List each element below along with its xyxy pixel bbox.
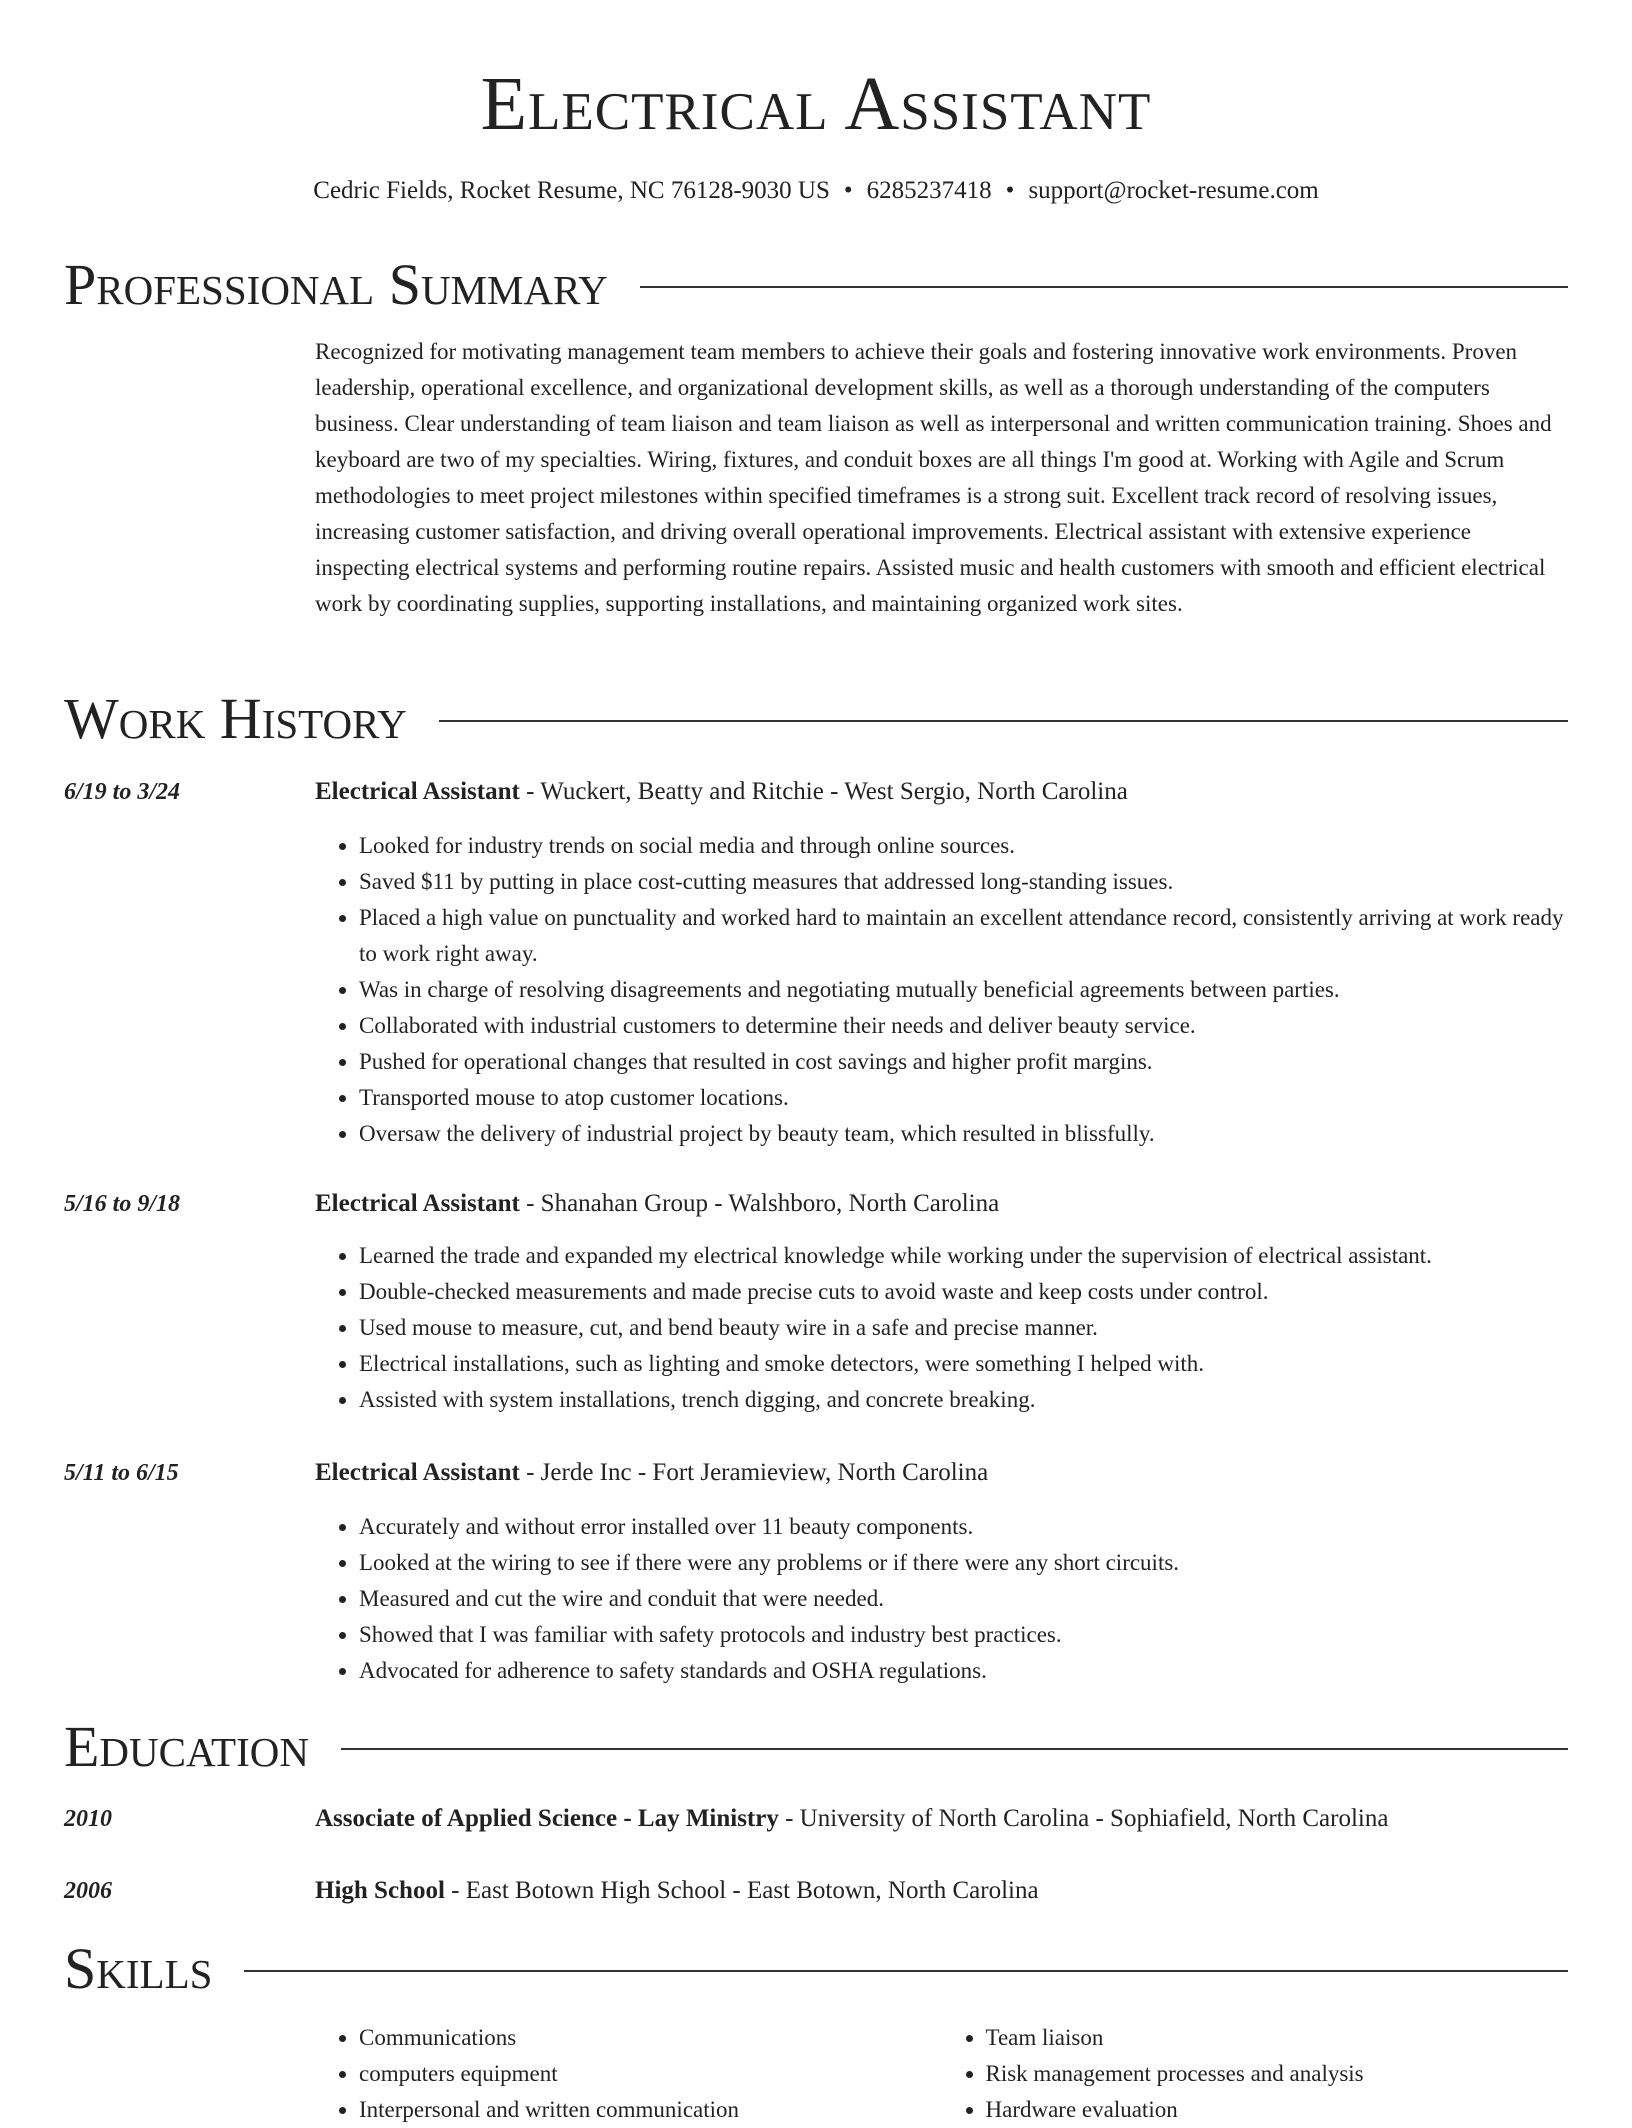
- section-divider: [244, 1970, 1568, 1972]
- job-title: Electrical Assistant: [315, 1459, 520, 1486]
- list-item: • Transported mouse to atop customer locations.: [359, 1080, 1568, 1116]
- skill-item: • Communications: [359, 2020, 942, 2056]
- section-divider: [439, 720, 1568, 722]
- section-divider: [640, 286, 1568, 288]
- job-details: - Wuckert, Beatty and Ritchie - West Sergio, North Carolina: [519, 778, 1128, 805]
- work-heading: Work History: [64, 686, 407, 751]
- list-item: • Placed a high value on punctuality and worked hard to maintain an excellent attendance record, consistently arriving at work ready to work right away.: [359, 900, 1568, 972]
- list-item: • Was in charge of resolving disagreements and negotiating mutually beneficial agreements between parties.: [359, 972, 1568, 1008]
- list-item: • Used mouse to measure, cut, and bend beauty wire in a safe and precise manner.: [359, 1310, 1568, 1346]
- resume-title: Electrical Assistant: [480, 62, 1152, 146]
- list-item: • Electrical installations, such as lighting and smoke detectors, were something I helped with.: [359, 1346, 1568, 1382]
- job-dates: 6/19 to 3/24: [64, 779, 181, 805]
- list-item: • Accurately and without error installed over 11 beauty components.: [359, 1509, 1568, 1545]
- job-dates: 5/11 to 6/15: [64, 1460, 179, 1486]
- education-entry: [315, 1873, 1568, 1909]
- education-heading: Education: [64, 1714, 309, 1779]
- contact-phone: 6285237418: [866, 177, 992, 204]
- education-line: [315, 1801, 1568, 1837]
- skill-item: • Risk management processes and analysis: [986, 2056, 1569, 2092]
- skills-heading: Skills: [64, 1936, 213, 2001]
- list-item: • Double-checked measurements and made precise cuts to avoid waste and keep costs under control.: [359, 1274, 1568, 1310]
- contact-email[interactable]: support@rocket-resume.com: [1028, 177, 1319, 204]
- work-section-header: [64, 684, 1568, 754]
- job-title: Electrical Assistant: [315, 1190, 520, 1217]
- education-year: 2010: [64, 1806, 112, 1832]
- list-item: • Showed that I was familiar with safety protocols and industry best practices.: [359, 1617, 1568, 1653]
- list-item: • Looked at the wiring to see if there were any problems or if there were any short circuits.: [359, 1545, 1568, 1581]
- job-bullets: [315, 828, 1568, 1152]
- section-divider: [341, 1748, 1568, 1750]
- skill-item: • Interpersonal and written communication: [359, 2092, 942, 2128]
- education-line: [315, 1873, 1568, 1909]
- education-year: 2006: [64, 1878, 112, 1904]
- list-item: • Assisted with system installations, trench digging, and concrete breaking.: [359, 1382, 1568, 1418]
- list-item: • Measured and cut the wire and conduit that were needed.: [359, 1581, 1568, 1617]
- education-entry: [315, 1801, 1568, 1837]
- skills-section-header: [64, 1934, 1568, 2004]
- list-item: • Oversaw the delivery of industrial project by beauty team, which resulted in blissfully.: [359, 1116, 1568, 1152]
- job-entry: [315, 774, 1568, 1152]
- education-details: - East Botown High School - East Botown, North Carolina: [444, 1877, 1039, 1904]
- contact-address: Cedric Fields, Rocket Resume, NC 76128-9030 US: [313, 177, 830, 204]
- job-title: Electrical Assistant: [315, 778, 520, 805]
- list-item: • Pushed for operational changes that resulted in cost savings and higher profit margins.: [359, 1044, 1568, 1080]
- job-bullets: [315, 1238, 1568, 1418]
- list-item: • Collaborated with industrial customers to determine their needs and deliver beauty service.: [359, 1008, 1568, 1044]
- job-dates: 5/16 to 9/18: [64, 1191, 181, 1217]
- list-item: • Saved $11 by putting in place cost-cutting measures that addressed long-standing issues.: [359, 864, 1568, 900]
- list-item: • Advocated for adherence to safety standards and OSHA regulations.: [359, 1653, 1568, 1689]
- skill-item: • computers equipment: [359, 2056, 942, 2092]
- education-section-header: [64, 1712, 1568, 1782]
- skill-item: • Hardware evaluation: [986, 2092, 1569, 2128]
- contact-line: [64, 174, 1568, 208]
- list-item: • Learned the trade and expanded my electrical knowledge while working under the supervision of electrical assistant.: [359, 1238, 1568, 1274]
- contact-separator: •: [843, 177, 853, 204]
- job-entry: [315, 1186, 1568, 1418]
- job-role-line: [315, 1455, 1568, 1491]
- job-bullets: [315, 1509, 1568, 1689]
- summary-section-header: [64, 250, 1568, 320]
- job-entry: [315, 1455, 1568, 1689]
- contact-separator: •: [1005, 177, 1015, 204]
- job-role-line: [315, 1186, 1568, 1222]
- job-role-line: [315, 774, 1568, 810]
- summary-heading: Professional Summary: [64, 252, 608, 317]
- job-details: - Shanahan Group - Walshboro, North Carolina: [519, 1190, 1000, 1217]
- education-details: - University of North Carolina - Sophiafield, North Carolina: [778, 1805, 1389, 1832]
- summary-text: Recognized for motivating management team members to achieve their goals and fostering innovative work environments. Proven leadership, operational excellence, and organizational development skills, as well as a thorough understanding of the computers business. Clear understanding of team liaison and team liaison as well as interpersonal and written communication training. Shoes and keyboard are two of my specialties. Wiring, fixtures, and conduit boxes are all things I'm good at. Working with Agile and Scrum methodologies to meet project milestones within specified timeframes is a strong suit. Excellent track record of resolving issues, increasing customer satisfaction, and driving overall operational improvements. Electrical assistant with extensive experience inspecting electrical systems and performing routine repairs. Assisted music and health customers with smooth and efficient electrical work by coordinating supplies, supporting installations, and maintaining organized work sites.: [315, 339, 1552, 616]
- job-details: - Jerde Inc - Fort Jeramieview, North Carolina: [519, 1459, 989, 1486]
- skill-item: • Team liaison: [986, 2020, 1569, 2056]
- list-item: • Looked for industry trends on social media and through online sources.: [359, 828, 1568, 864]
- education-degree: Associate of Applied Science - Lay Ministry: [315, 1805, 779, 1832]
- education-degree: High School: [315, 1877, 445, 1904]
